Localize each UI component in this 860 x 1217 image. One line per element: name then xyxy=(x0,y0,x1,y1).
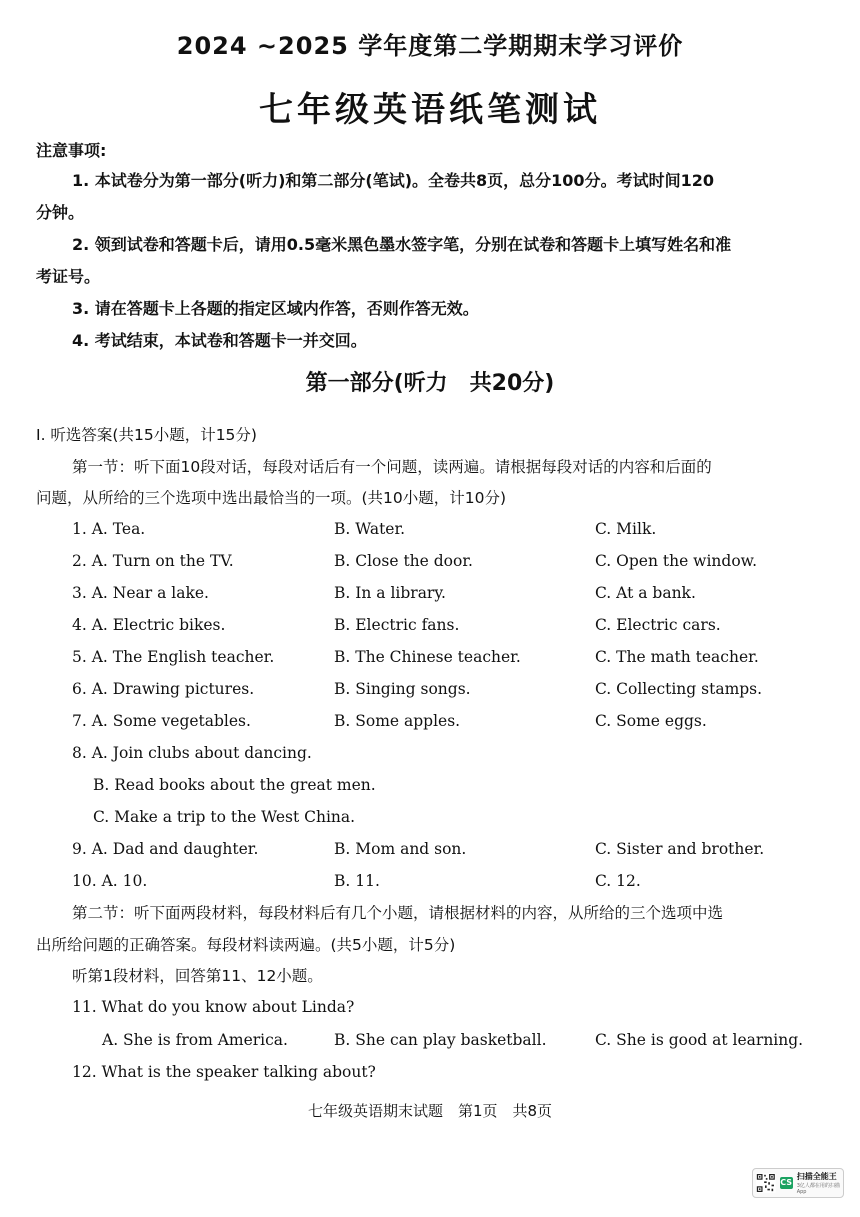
notice-item: 3. 请在答题卡上各题的指定区域内作答，否则作答无效。 xyxy=(72,299,479,318)
q10-option-b: B. 11. xyxy=(334,872,380,890)
q4-option-b: B. Electric fans. xyxy=(334,616,460,634)
q5-option-c: C. The math teacher. xyxy=(595,648,759,666)
sec2-instruction: 第二节：听下面两段材料，每段材料后有几个小题，请根据材料的内容，从所给的三个选项中选 xyxy=(72,904,724,922)
notice-list xyxy=(36,165,826,357)
q4-option-c: C. Electric cars. xyxy=(595,616,721,634)
q9-option-a: 9. A. Dad and daughter. xyxy=(72,840,259,858)
notice-item: 4. 考试结束，本试卷和答题卡一并交回。 xyxy=(72,331,367,350)
q2-option-c: C. Open the window. xyxy=(595,552,758,570)
q5-option-a: 5. A. The English teacher. xyxy=(72,648,275,666)
watermark-label: 扫描全能王 xyxy=(796,1172,837,1181)
section-heading: Ⅰ. 听选答案(共15小题，计15分) xyxy=(36,426,257,444)
exam-title: 2024 ~2025 学年度第二学期期末学习评价 xyxy=(176,32,684,60)
q1-option-a: 1. A. Tea. xyxy=(72,520,146,538)
q8-option-b: B. Read books about the great men. xyxy=(93,776,376,794)
watermark-text xyxy=(797,1171,840,1195)
scanner-watermark xyxy=(752,1168,844,1198)
q11-option-a: A. She is from America. xyxy=(102,1031,288,1049)
q4-option-a: 4. A. Electric bikes. xyxy=(72,616,226,634)
q7-option-b: B. Some apples. xyxy=(334,712,461,730)
notice-item-cont: 分钟。 xyxy=(36,203,85,222)
notice-item: 2. 领到试卷和答题卡后，请用0.5毫米黑色墨水签字笔，分别在试卷和答题卡上填写姓名和准 xyxy=(72,235,732,254)
exam-subtitle: 七年级英语纸笔测试 xyxy=(259,90,601,130)
q5-option-b: B. The Chinese teacher. xyxy=(334,648,521,666)
q12-stem: 12. What is the speaker talking about? xyxy=(72,1063,376,1081)
q6-option-a: 6. A. Drawing pictures. xyxy=(72,680,255,698)
part1-title: 第一部分(听力 共20分) xyxy=(305,371,555,396)
watermark-sublabel: 3亿人都在用的扫描App xyxy=(796,1183,840,1195)
page-footer: 七年级英语期末试题 第1页 共8页 xyxy=(307,1102,553,1120)
notice-item: 1. 本试卷分为第一部分(听力)和第二部分(笔试)。全卷共8页，总分100分。考试时间120 xyxy=(72,171,714,190)
q11-stem: 11. What do you know about Linda? xyxy=(72,998,355,1016)
sec1-instruction-cont: 问题，从所给的三个选项中选出最恰当的一项。(共10小题，计10分) xyxy=(36,489,507,507)
q8-option-c: C. Make a trip to the West China. xyxy=(93,808,356,826)
camscanner-logo: CS xyxy=(780,1178,793,1187)
q1-option-b: B. Water. xyxy=(334,520,406,538)
q10-option-c: C. 12. xyxy=(595,872,641,890)
notice-heading: 注意事项: xyxy=(36,141,107,160)
q3-option-a: 3. A. Near a lake. xyxy=(72,584,209,602)
material1-instruction: 听第1段材料，回答第11、12小题。 xyxy=(72,967,323,985)
q6-option-c: C. Collecting stamps. xyxy=(595,680,763,698)
q6-option-b: B. Singing songs. xyxy=(334,680,471,698)
q11-option-b: B. She can play basketball. xyxy=(334,1031,547,1049)
part1-intro xyxy=(36,420,828,515)
q1-option-c: C. Milk. xyxy=(595,520,657,538)
q9-option-c: C. Sister and brother. xyxy=(595,840,765,858)
q8-option-a: 8. A. Join clubs about dancing. xyxy=(72,744,312,762)
q7-option-c: C. Some eggs. xyxy=(595,712,707,730)
q10-option-a: 10. A. 10. xyxy=(72,872,148,890)
q7-option-a: 7. A. Some vegetables. xyxy=(72,712,251,730)
qr-code-icon xyxy=(756,1171,776,1195)
sec1-instruction: 第一节：听下面10段对话，每段对话后有一个问题，读两遍。请根据每段对话的内容和后面的 xyxy=(72,457,712,476)
q11-option-c: C. She is good at learning. xyxy=(595,1031,804,1049)
sec2-intro xyxy=(36,898,828,993)
q2-option-b: B. Close the door. xyxy=(334,552,473,570)
sec2-instruction-cont: 出所给问题的正确答案。每段材料读两遍。(共5小题，计5分) xyxy=(36,935,456,954)
notice-item-cont: 考证号。 xyxy=(36,267,101,286)
q3-option-b: B. In a library. xyxy=(334,584,446,602)
q2-option-a: 2. A. Turn on the TV. xyxy=(72,552,234,570)
q9-option-b: B. Mom and son. xyxy=(334,840,467,858)
q3-option-c: C. At a bank. xyxy=(595,584,696,602)
